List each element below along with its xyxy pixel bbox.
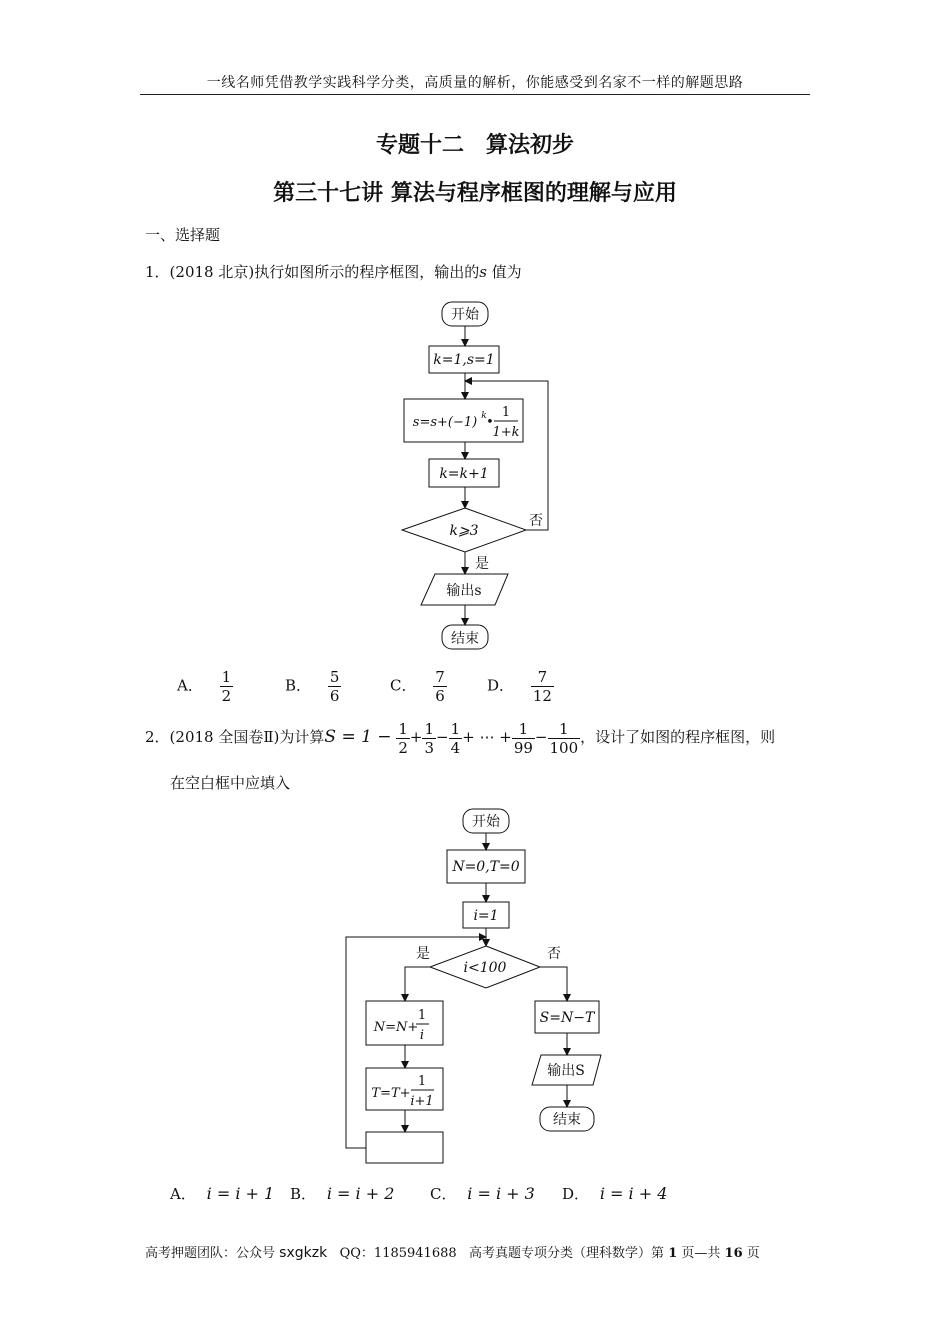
init-label: N=0,T=0 xyxy=(452,859,520,875)
footer-mid: 页—共 xyxy=(681,1246,721,1261)
option-label: A． xyxy=(170,1185,196,1203)
numerator: 7 xyxy=(435,668,445,686)
footer-page: 1 xyxy=(668,1246,678,1261)
yes-label: 是 xyxy=(475,556,489,572)
result-label: S=N−T xyxy=(539,1010,595,1026)
q2-option-a[interactable] xyxy=(170,1183,274,1204)
no-label: 否 xyxy=(547,946,561,962)
q2-option-b[interactable] xyxy=(290,1183,394,1204)
question-text: (2018 北京)执行如图所示的程序框图，输出的 xyxy=(169,263,480,281)
yes-label: 是 xyxy=(416,946,430,962)
update-t-label: T=T+ xyxy=(371,1086,411,1101)
header-divider xyxy=(140,94,810,95)
operator: + ⋯ + xyxy=(462,728,512,746)
numerator: 1 xyxy=(450,719,461,738)
loop-back-arrow xyxy=(465,381,548,530)
q1-option-a[interactable] xyxy=(177,668,233,705)
end-label: 结束 xyxy=(451,631,479,647)
numerator: 1 xyxy=(424,719,435,738)
option-text: i = i + 4 xyxy=(599,1184,668,1203)
option-label: C． xyxy=(430,1185,457,1203)
numerator: 1 xyxy=(559,719,569,738)
footer-qq-label: QQ： xyxy=(339,1246,374,1261)
update-n-label: N=N+ xyxy=(373,1020,419,1035)
update-s-label: s=s+(−1) xyxy=(412,415,478,430)
option-text: i = i + 1 xyxy=(206,1184,275,1203)
no-label: 否 xyxy=(529,513,543,529)
numerator: 1 xyxy=(221,668,232,686)
operator: − xyxy=(534,728,548,746)
formula-lhs: S = 1 − xyxy=(324,727,392,747)
option-fraction xyxy=(531,668,554,705)
output-label: 输出S xyxy=(547,1063,585,1079)
flowchart-2 xyxy=(335,805,625,1170)
option-fraction xyxy=(328,668,342,705)
question-number: 1． xyxy=(145,263,170,281)
topic-title: 专题十二 算法初步 xyxy=(375,133,574,158)
denominator: 2 xyxy=(221,687,232,705)
numerator: 1 xyxy=(398,719,408,738)
option-fraction xyxy=(433,668,447,705)
update-t-denominator: i+1 xyxy=(410,1094,434,1109)
footer-total: 16 xyxy=(724,1246,743,1261)
denominator: 2 xyxy=(398,738,408,757)
blank-box xyxy=(366,1132,443,1163)
q1-option-d[interactable] xyxy=(487,668,554,705)
update-t-numerator: 1 xyxy=(417,1074,427,1089)
start-label: 开始 xyxy=(451,307,479,323)
question-1-stem xyxy=(145,261,522,282)
denominator: 6 xyxy=(435,687,445,705)
update-s-numerator: 1 xyxy=(501,405,511,420)
option-label: B． xyxy=(285,676,312,695)
update-k-label: k=k+1 xyxy=(439,466,489,482)
q2-option-d[interactable] xyxy=(562,1183,667,1204)
condition-label: i<100 xyxy=(463,960,507,976)
question-2-stem xyxy=(145,714,775,760)
denominator: 99 xyxy=(513,738,533,757)
init-i-label: i=1 xyxy=(473,908,499,924)
denominator: 100 xyxy=(549,738,579,757)
init-label: k=1,s=1 xyxy=(433,352,495,368)
question-text: ，设计了如图的程序框图，则 xyxy=(580,728,776,746)
lecture-title: 第三十七讲 算法与程序框图的理解与应用 xyxy=(273,181,677,206)
term-fraction xyxy=(396,720,410,757)
denominator: 3 xyxy=(424,738,435,757)
footer-end: 页 xyxy=(746,1246,760,1261)
numerator: 5 xyxy=(329,668,340,686)
footer-wechat: sxgkzk xyxy=(279,1245,328,1261)
option-label: A． xyxy=(177,676,203,695)
option-label: C． xyxy=(390,676,417,695)
variable-s: s xyxy=(479,263,487,281)
end-label: 结束 xyxy=(553,1112,581,1128)
page-header: 一线名师凭借教学实践科学分类，高质量的解析，你能感受到名家不一样的解题思路 xyxy=(206,75,744,91)
q1-option-c[interactable] xyxy=(390,668,447,705)
footer-team: 高考押题团队：公众号 xyxy=(145,1246,276,1261)
question-2-continuation: 在空白框中应填入 xyxy=(170,774,291,792)
q1-option-b[interactable] xyxy=(285,668,341,705)
q2-option-c[interactable] xyxy=(430,1183,535,1204)
term-fraction xyxy=(449,720,463,757)
condition-label: k⩾3 xyxy=(449,523,479,539)
flowchart-1 xyxy=(390,295,570,660)
update-s-denominator: 1+k xyxy=(492,425,520,440)
denominator: 12 xyxy=(532,687,552,705)
option-fraction xyxy=(220,668,234,705)
numerator: 1 xyxy=(518,719,529,738)
start-label: 开始 xyxy=(472,814,500,830)
update-s-exponent: k xyxy=(481,411,487,421)
update-n-numerator: 1 xyxy=(417,1008,427,1023)
option-label: D． xyxy=(487,676,515,695)
option-text: i = i + 3 xyxy=(467,1184,535,1203)
question-text: (2018 全国卷Ⅱ)为计算 xyxy=(169,728,325,746)
option-label: D． xyxy=(562,1185,590,1203)
footer-qq: 1185941688 xyxy=(373,1246,457,1261)
numerator: 7 xyxy=(537,668,548,686)
term-fraction xyxy=(548,720,581,757)
update-n-denominator: i xyxy=(419,1028,425,1043)
question-number: 2． xyxy=(145,728,170,746)
denominator: 6 xyxy=(329,687,340,705)
update-s-dot: • xyxy=(486,415,494,430)
denominator: 4 xyxy=(450,738,461,757)
operator: − xyxy=(436,728,449,746)
term-fraction xyxy=(512,720,535,757)
footer-series: 高考真题专项分类（理科数学）第 xyxy=(469,1246,665,1261)
output-label: 输出s xyxy=(446,583,482,599)
question-text: 值为 xyxy=(486,263,522,281)
operator: + xyxy=(409,728,423,746)
page-footer xyxy=(145,1242,760,1261)
option-label: B． xyxy=(290,1185,317,1203)
term-fraction xyxy=(422,720,436,757)
option-text: i = i + 2 xyxy=(326,1184,395,1203)
section-label: 一、选择题 xyxy=(145,226,221,244)
